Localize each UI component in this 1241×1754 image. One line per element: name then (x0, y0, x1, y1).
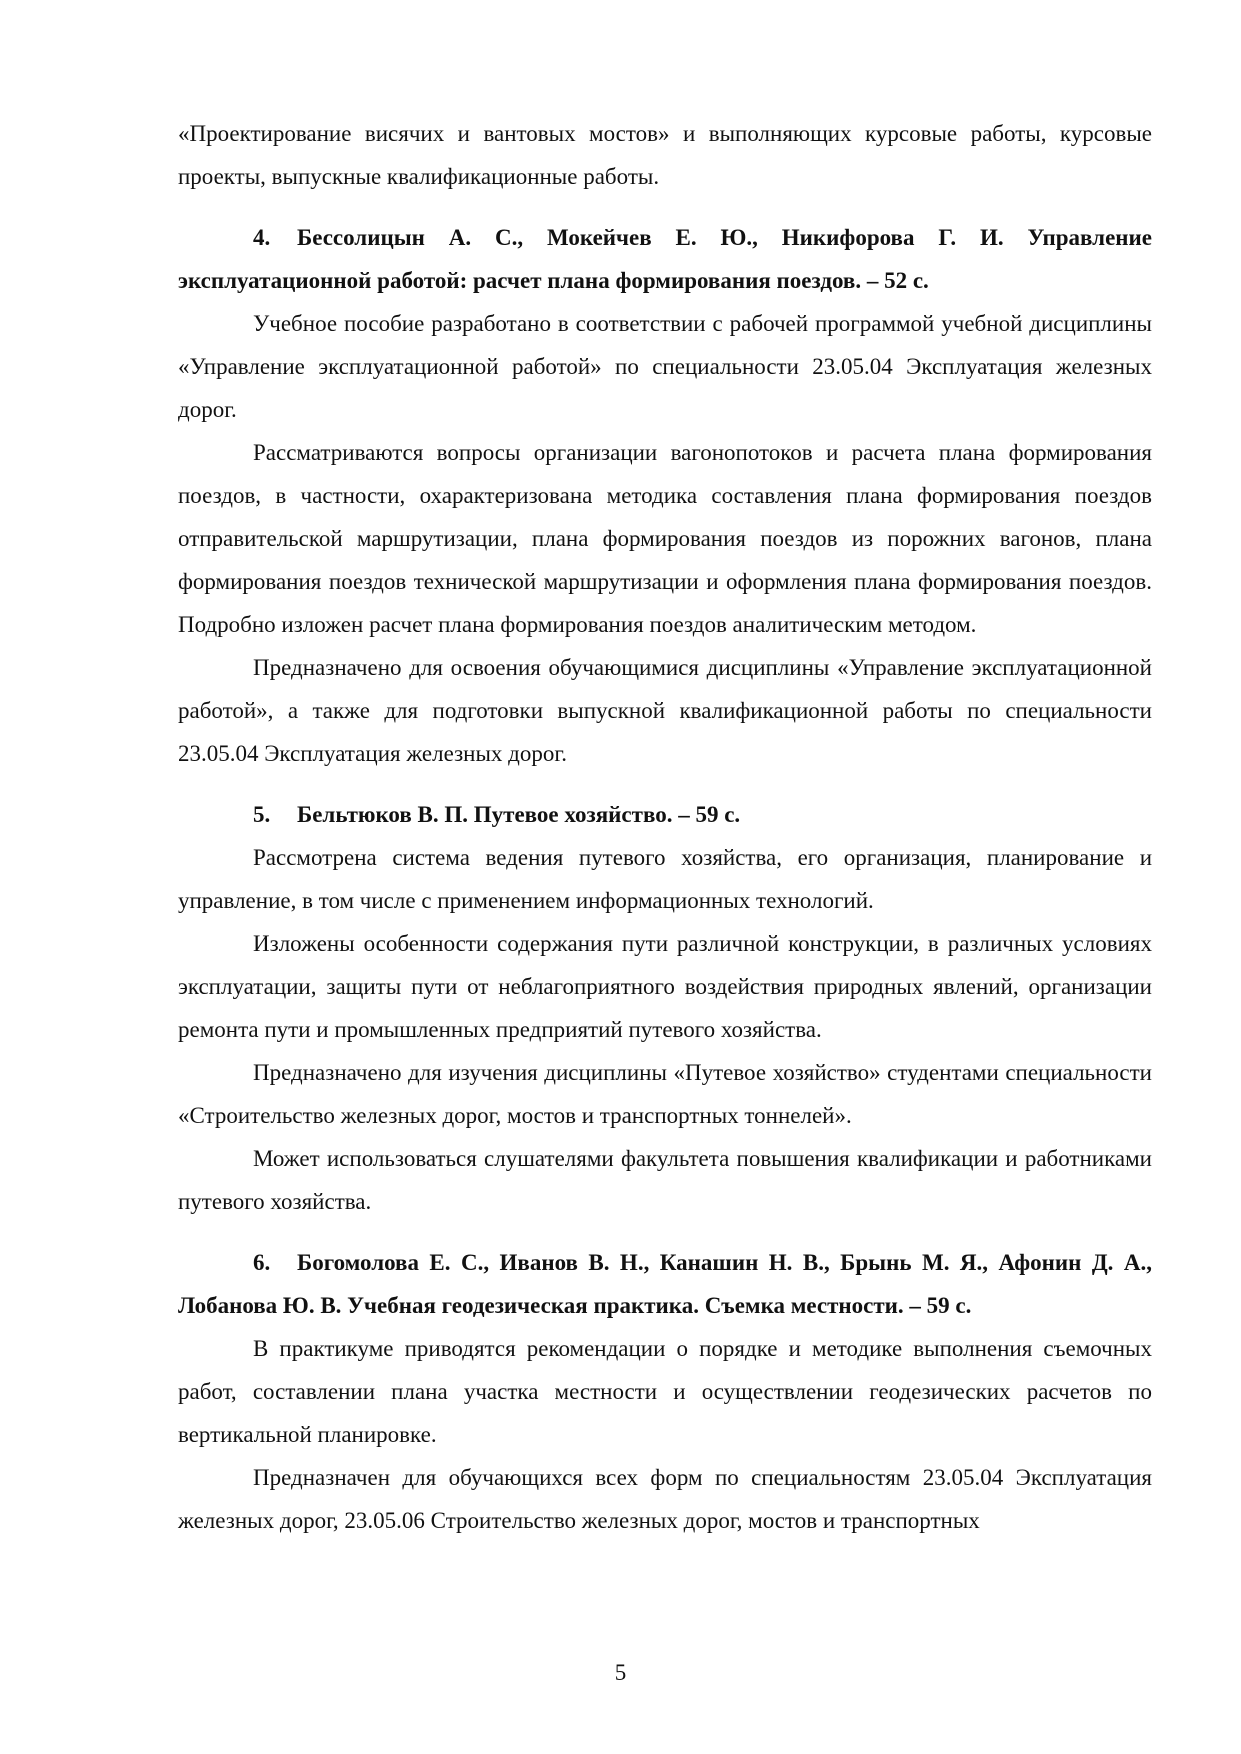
entry-number: 4. (253, 225, 271, 250)
entry-number: 6. (253, 1250, 271, 1275)
intro-paragraph: «Проектирование висячих и вантовых мостов» и выполняющих курсовые работы, курсовые проекты, выпускные квалификационные работы. (178, 121, 1152, 189)
entry-paragraph: Учебное пособие разработано в соответствии с рабочей программой учебной дисциплины «Управление эксплуатационной работой» по специальности 23.05.04 Эксплуатация железных дорог. (178, 311, 1152, 422)
entry-paragraph: Рассмотрена система ведения путевого хозяйства, его организация, планирование и управление, в том числе с применением информационных технологий. (178, 845, 1152, 913)
entry-paragraph: Рассматриваются вопросы организации вагонопотоков и расчета плана формирования поездов, в частности, охарактеризована методика составления плана формирования поездов отправительской маршрутизации, плана формирования поездов из порожних вагонов, плана формирования поездов технической маршрутизации и оформления плана формирования поездов. Подробно изложен расчет плана формирования поездов аналитическим методом. (178, 440, 1152, 637)
entry-heading-text: Бессолицын А. С., Мокейчев Е. Ю., Никифорова Г. И. Управление эксплуатационной работой: расчет плана формирования поездов. – 52 с. (178, 225, 1152, 293)
entry-paragraph: Предназначено для изучения дисциплины «Путевое хозяйство» студентами специальности «Строительство железных дорог, мостов и транспортных тоннелей». (178, 1060, 1152, 1128)
entry-number: 5. (253, 802, 271, 827)
entry-paragraph: Предназначен для обучающихся всех форм по специальностям 23.05.04 Эксплуатация железных дорог, 23.05.06 Строительство железных дорог, мостов и транспортных (178, 1465, 1152, 1533)
page-number: 5 (614, 1660, 627, 1685)
entry-heading (178, 216, 1152, 302)
entry-paragraph: В практикуме приводятся рекомендации о порядке и методике выполнения съемочных работ, составлении плана участка местности и осуществлении геодезических расчетов по вертикальной планировке. (178, 1336, 1152, 1447)
entry-heading-text: Бельтюков В. П. Путевое хозяйство. – 59 с. (297, 802, 741, 827)
catalog-entry-4 (178, 216, 1152, 775)
entry-heading (178, 1241, 1152, 1327)
entry-heading (178, 793, 1152, 836)
document-page (178, 112, 1152, 1542)
catalog-entry-6 (178, 1241, 1152, 1542)
entry-paragraph: Предназначено для освоения обучающимися дисциплины «Управление эксплуатационной работой», а также для подготовки выпускной квалификационной работы по специальности 23.05.04 Эксплуатация железных дорог. (178, 655, 1152, 766)
entry-heading-text: Богомолова Е. С., Иванов В. Н., Канашин Н. В., Брынь М. Я., Афонин Д. А., Лобанова Ю. В. Учебная геодезическая практика. Съемка местности. – 59 с. (178, 1250, 1152, 1318)
catalog-entry-5 (178, 793, 1152, 1223)
entry-paragraph: Может использоваться слушателями факультета повышения квалификации и работниками путевого хозяйства. (178, 1146, 1152, 1214)
entry-paragraph: Изложены особенности содержания пути различной конструкции, в различных условиях эксплуатации, защиты пути от неблагоприятного воздействия природных явлений, организации ремонта пути и промышленных предприятий путевого хозяйства. (178, 931, 1152, 1042)
